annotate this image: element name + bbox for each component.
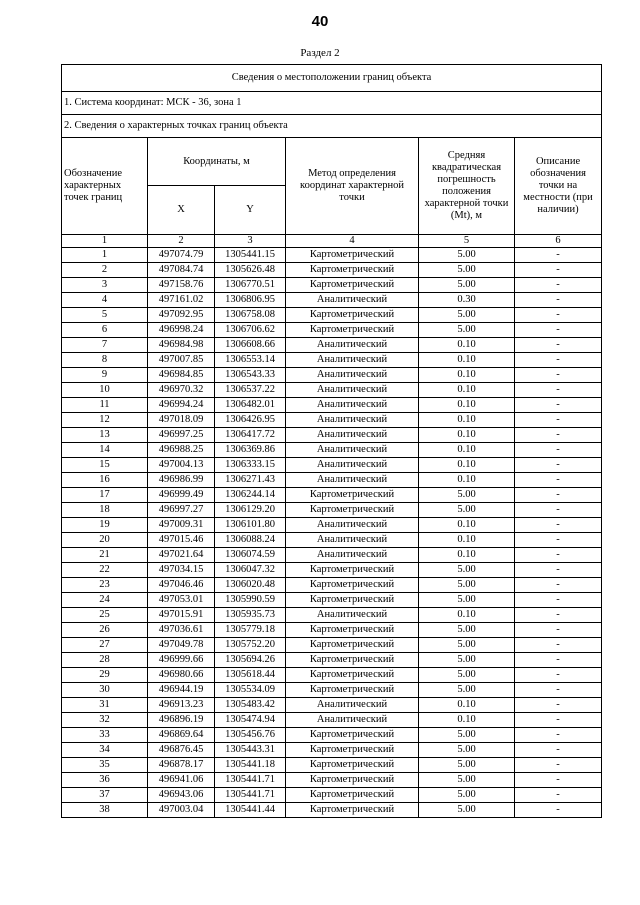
- y-coordinate-cell: 1306101.80: [215, 518, 286, 533]
- point-id-cell: 30: [62, 683, 148, 698]
- method-cell: Картометрический: [286, 593, 419, 608]
- error-cell: 0.10: [419, 608, 515, 623]
- table-row: [62, 368, 602, 383]
- description-cell: -: [515, 608, 602, 623]
- method-cell: Аналитический: [286, 443, 419, 458]
- table-row: [62, 518, 602, 533]
- y-coordinate-cell: 1305626.48: [215, 263, 286, 278]
- method-cell: Картометрический: [286, 788, 419, 803]
- column-number: 6: [515, 235, 602, 248]
- y-coordinate-cell: 1306426.95: [215, 413, 286, 428]
- y-coordinate-cell: 1306271.43: [215, 473, 286, 488]
- x-coordinate-cell: 497018.09: [148, 413, 215, 428]
- header-method: Метод определения координат характерной точки: [286, 138, 419, 235]
- y-coordinate-cell: 1306806.95: [215, 293, 286, 308]
- error-cell: 0.10: [419, 428, 515, 443]
- method-cell: Картометрический: [286, 623, 419, 638]
- table-row: [62, 623, 602, 638]
- description-cell: -: [515, 263, 602, 278]
- y-coordinate-cell: 1306074.59: [215, 548, 286, 563]
- point-id-cell: 9: [62, 368, 148, 383]
- y-coordinate-cell: 1306129.20: [215, 503, 286, 518]
- column-number: 2: [148, 235, 215, 248]
- table-row: [62, 638, 602, 653]
- y-coordinate-cell: 1305441.15: [215, 248, 286, 263]
- y-coordinate-cell: 1305990.59: [215, 593, 286, 608]
- x-coordinate-cell: 497034.15: [148, 563, 215, 578]
- error-cell: 0.10: [419, 533, 515, 548]
- y-coordinate-cell: 1306020.48: [215, 578, 286, 593]
- header-x: X: [148, 186, 215, 235]
- description-cell: -: [515, 683, 602, 698]
- point-id-cell: 13: [62, 428, 148, 443]
- error-cell: 5.00: [419, 623, 515, 638]
- x-coordinate-cell: 496994.24: [148, 398, 215, 413]
- table-row: [62, 383, 602, 398]
- section-label: Раздел 2: [300, 47, 340, 59]
- table-row: [62, 743, 602, 758]
- description-cell: -: [515, 323, 602, 338]
- y-coordinate-cell: 1305474.94: [215, 713, 286, 728]
- x-coordinate-cell: 497036.61: [148, 623, 215, 638]
- table-title: Сведения о местоположении границ объекта: [62, 65, 602, 92]
- error-cell: 5.00: [419, 263, 515, 278]
- x-coordinate-cell: 496984.98: [148, 338, 215, 353]
- table-row: [62, 548, 602, 563]
- error-cell: 0.10: [419, 713, 515, 728]
- error-cell: 5.00: [419, 758, 515, 773]
- point-id-cell: 34: [62, 743, 148, 758]
- description-cell: -: [515, 698, 602, 713]
- column-number-row: [62, 235, 602, 248]
- y-coordinate-cell: 1305534.09: [215, 683, 286, 698]
- x-coordinate-cell: 496997.25: [148, 428, 215, 443]
- error-cell: 0.10: [419, 383, 515, 398]
- x-coordinate-cell: 497049.78: [148, 638, 215, 653]
- description-cell: -: [515, 293, 602, 308]
- error-cell: 5.00: [419, 803, 515, 818]
- error-cell: 5.00: [419, 503, 515, 518]
- column-number: 5: [419, 235, 515, 248]
- method-cell: Картометрический: [286, 638, 419, 653]
- error-cell: 5.00: [419, 653, 515, 668]
- table-row: [62, 578, 602, 593]
- method-cell: Аналитический: [286, 398, 419, 413]
- method-cell: Картометрический: [286, 803, 419, 818]
- y-coordinate-cell: 1305456.76: [215, 728, 286, 743]
- point-id-cell: 25: [62, 608, 148, 623]
- description-cell: -: [515, 803, 602, 818]
- error-cell: 5.00: [419, 488, 515, 503]
- description-cell: -: [515, 623, 602, 638]
- error-cell: 0.10: [419, 368, 515, 383]
- coordinate-system: 1. Система координат: МСК - 36, зона 1: [62, 92, 602, 115]
- x-coordinate-cell: 496944.19: [148, 683, 215, 698]
- error-cell: 5.00: [419, 638, 515, 653]
- point-id-cell: 24: [62, 593, 148, 608]
- y-coordinate-cell: 1305752.20: [215, 638, 286, 653]
- x-coordinate-cell: 497015.91: [148, 608, 215, 623]
- description-cell: -: [515, 743, 602, 758]
- y-coordinate-cell: 1306369.86: [215, 443, 286, 458]
- x-coordinate-cell: 497161.02: [148, 293, 215, 308]
- x-coordinate-cell: 497009.31: [148, 518, 215, 533]
- method-cell: Картометрический: [286, 773, 419, 788]
- x-coordinate-cell: 497021.64: [148, 548, 215, 563]
- description-cell: -: [515, 773, 602, 788]
- table-row: [62, 683, 602, 698]
- x-coordinate-cell: 497074.79: [148, 248, 215, 263]
- method-cell: Аналитический: [286, 698, 419, 713]
- table-row: [62, 488, 602, 503]
- y-coordinate-cell: 1306553.14: [215, 353, 286, 368]
- error-cell: 5.00: [419, 668, 515, 683]
- description-cell: -: [515, 398, 602, 413]
- description-cell: -: [515, 578, 602, 593]
- x-coordinate-cell: 496878.17: [148, 758, 215, 773]
- y-coordinate-cell: 1305441.44: [215, 803, 286, 818]
- description-cell: -: [515, 668, 602, 683]
- method-cell: Картометрический: [286, 668, 419, 683]
- x-coordinate-cell: 497084.74: [148, 263, 215, 278]
- header-y: Y: [215, 186, 286, 235]
- method-cell: Аналитический: [286, 428, 419, 443]
- point-id-cell: 35: [62, 758, 148, 773]
- table-row: [62, 443, 602, 458]
- table-row: [62, 653, 602, 668]
- header-description: Описание обозначения точки на местности (при наличии): [515, 138, 602, 235]
- y-coordinate-cell: 1306608.66: [215, 338, 286, 353]
- point-id-cell: 16: [62, 473, 148, 488]
- y-coordinate-cell: 1305935.73: [215, 608, 286, 623]
- method-cell: Картометрический: [286, 278, 419, 293]
- error-cell: 0.10: [419, 548, 515, 563]
- y-coordinate-cell: 1305441.18: [215, 758, 286, 773]
- error-cell: 0.10: [419, 398, 515, 413]
- error-cell: 0.10: [419, 443, 515, 458]
- table-row: [62, 413, 602, 428]
- point-id-cell: 36: [62, 773, 148, 788]
- table-row: [62, 458, 602, 473]
- table-row: [62, 713, 602, 728]
- x-coordinate-cell: 496980.66: [148, 668, 215, 683]
- point-id-cell: 15: [62, 458, 148, 473]
- description-cell: -: [515, 428, 602, 443]
- x-coordinate-cell: 497007.85: [148, 353, 215, 368]
- description-cell: -: [515, 413, 602, 428]
- description-cell: -: [515, 548, 602, 563]
- y-coordinate-cell: 1305443.31: [215, 743, 286, 758]
- error-cell: 5.00: [419, 248, 515, 263]
- description-cell: -: [515, 338, 602, 353]
- description-cell: -: [515, 518, 602, 533]
- x-coordinate-cell: 497004.13: [148, 458, 215, 473]
- table-row: [62, 803, 602, 818]
- point-id-cell: 29: [62, 668, 148, 683]
- error-cell: 0.10: [419, 413, 515, 428]
- method-cell: Аналитический: [286, 368, 419, 383]
- page-number: 40: [311, 13, 329, 30]
- point-id-cell: 26: [62, 623, 148, 638]
- x-coordinate-cell: 496997.27: [148, 503, 215, 518]
- x-coordinate-cell: 496984.85: [148, 368, 215, 383]
- x-coordinate-cell: 496876.45: [148, 743, 215, 758]
- description-cell: -: [515, 443, 602, 458]
- table-row: [62, 503, 602, 518]
- point-id-cell: 12: [62, 413, 148, 428]
- description-cell: -: [515, 308, 602, 323]
- error-cell: 5.00: [419, 683, 515, 698]
- y-coordinate-cell: 1306758.08: [215, 308, 286, 323]
- y-coordinate-cell: 1305694.26: [215, 653, 286, 668]
- x-coordinate-cell: 496999.49: [148, 488, 215, 503]
- method-cell: Аналитический: [286, 338, 419, 353]
- y-coordinate-cell: 1306417.72: [215, 428, 286, 443]
- method-cell: Аналитический: [286, 533, 419, 548]
- x-coordinate-cell: 497003.04: [148, 803, 215, 818]
- description-cell: -: [515, 563, 602, 578]
- error-cell: 5.00: [419, 773, 515, 788]
- method-cell: Аналитический: [286, 383, 419, 398]
- x-coordinate-cell: 496869.64: [148, 728, 215, 743]
- method-cell: Аналитический: [286, 293, 419, 308]
- method-cell: Аналитический: [286, 413, 419, 428]
- table-row: [62, 263, 602, 278]
- x-coordinate-cell: 496998.24: [148, 323, 215, 338]
- description-cell: -: [515, 653, 602, 668]
- point-id-cell: 3: [62, 278, 148, 293]
- table-row: [62, 698, 602, 713]
- point-id-cell: 8: [62, 353, 148, 368]
- x-coordinate-cell: 496896.19: [148, 713, 215, 728]
- error-cell: 5.00: [419, 788, 515, 803]
- x-coordinate-cell: 496943.06: [148, 788, 215, 803]
- point-id-cell: 11: [62, 398, 148, 413]
- points-heading: 2. Сведения о характерных точках границ объекта: [62, 115, 602, 138]
- x-coordinate-cell: 496999.66: [148, 653, 215, 668]
- x-coordinate-cell: 497015.46: [148, 533, 215, 548]
- description-cell: -: [515, 758, 602, 773]
- method-cell: Картометрический: [286, 248, 419, 263]
- method-cell: Картометрический: [286, 578, 419, 593]
- y-coordinate-cell: 1305779.18: [215, 623, 286, 638]
- table-row: [62, 338, 602, 353]
- column-number: 4: [286, 235, 419, 248]
- table-row: [62, 293, 602, 308]
- point-id-cell: 31: [62, 698, 148, 713]
- method-cell: Картометрический: [286, 653, 419, 668]
- y-coordinate-cell: 1306333.15: [215, 458, 286, 473]
- method-cell: Аналитический: [286, 518, 419, 533]
- point-id-cell: 7: [62, 338, 148, 353]
- error-cell: 5.00: [419, 323, 515, 338]
- error-cell: 5.00: [419, 578, 515, 593]
- x-coordinate-cell: 496986.99: [148, 473, 215, 488]
- point-id-cell: 32: [62, 713, 148, 728]
- method-cell: Картометрический: [286, 758, 419, 773]
- point-id-cell: 21: [62, 548, 148, 563]
- description-cell: -: [515, 593, 602, 608]
- error-cell: 5.00: [419, 593, 515, 608]
- error-cell: 0.10: [419, 473, 515, 488]
- y-coordinate-cell: 1305441.71: [215, 788, 286, 803]
- point-id-cell: 10: [62, 383, 148, 398]
- point-id-cell: 6: [62, 323, 148, 338]
- point-id-cell: 20: [62, 533, 148, 548]
- table-row: [62, 788, 602, 803]
- header-coordinates: Координаты, м: [148, 138, 286, 186]
- table-row: [62, 728, 602, 743]
- table-row: [62, 248, 602, 263]
- table-row: [62, 428, 602, 443]
- error-cell: 5.00: [419, 563, 515, 578]
- x-coordinate-cell: 496941.06: [148, 773, 215, 788]
- point-id-cell: 4: [62, 293, 148, 308]
- y-coordinate-cell: 1306482.01: [215, 398, 286, 413]
- description-cell: -: [515, 488, 602, 503]
- point-id-cell: 18: [62, 503, 148, 518]
- method-cell: Картометрический: [286, 308, 419, 323]
- y-coordinate-cell: 1306770.51: [215, 278, 286, 293]
- error-cell: 0.10: [419, 518, 515, 533]
- table-row: [62, 563, 602, 578]
- table-row: [62, 398, 602, 413]
- table-row: [62, 593, 602, 608]
- point-id-cell: 37: [62, 788, 148, 803]
- point-id-cell: 27: [62, 638, 148, 653]
- point-id-cell: 5: [62, 308, 148, 323]
- point-id-cell: 1: [62, 248, 148, 263]
- description-cell: -: [515, 503, 602, 518]
- point-id-cell: 33: [62, 728, 148, 743]
- method-cell: Картометрический: [286, 488, 419, 503]
- column-number: 1: [62, 235, 148, 248]
- y-coordinate-cell: 1306088.24: [215, 533, 286, 548]
- table-row: [62, 608, 602, 623]
- method-cell: Картометрический: [286, 683, 419, 698]
- x-coordinate-cell: 497053.01: [148, 593, 215, 608]
- description-cell: -: [515, 728, 602, 743]
- y-coordinate-cell: 1305618.44: [215, 668, 286, 683]
- y-coordinate-cell: 1306047.32: [215, 563, 286, 578]
- method-cell: Картометрический: [286, 323, 419, 338]
- table-row: [62, 758, 602, 773]
- table-row: [62, 773, 602, 788]
- point-id-cell: 17: [62, 488, 148, 503]
- table-row: [62, 278, 602, 293]
- point-id-cell: 28: [62, 653, 148, 668]
- point-id-cell: 38: [62, 803, 148, 818]
- header-error: Средняя квадратическая погрешность положения характерной точки (Mt), м: [419, 138, 515, 235]
- error-cell: 5.00: [419, 278, 515, 293]
- y-coordinate-cell: 1306706.62: [215, 323, 286, 338]
- description-cell: -: [515, 458, 602, 473]
- error-cell: 5.00: [419, 728, 515, 743]
- description-cell: -: [515, 713, 602, 728]
- method-cell: Картометрический: [286, 728, 419, 743]
- method-cell: Картометрический: [286, 263, 419, 278]
- description-cell: -: [515, 368, 602, 383]
- error-cell: 0.10: [419, 458, 515, 473]
- description-cell: -: [515, 383, 602, 398]
- x-coordinate-cell: 497046.46: [148, 578, 215, 593]
- description-cell: -: [515, 788, 602, 803]
- header-designation: Обозначение характерных точек границ: [62, 138, 148, 235]
- error-cell: 5.00: [419, 308, 515, 323]
- x-coordinate-cell: 497158.76: [148, 278, 215, 293]
- table-row: [62, 533, 602, 548]
- error-cell: 0.30: [419, 293, 515, 308]
- error-cell: 0.10: [419, 698, 515, 713]
- table-row: [62, 353, 602, 368]
- method-cell: Картометрический: [286, 503, 419, 518]
- method-cell: Аналитический: [286, 548, 419, 563]
- method-cell: Картометрический: [286, 743, 419, 758]
- table-row: [62, 473, 602, 488]
- y-coordinate-cell: 1306537.22: [215, 383, 286, 398]
- table-row: [62, 668, 602, 683]
- description-cell: -: [515, 278, 602, 293]
- point-id-cell: 23: [62, 578, 148, 593]
- y-coordinate-cell: 1305483.42: [215, 698, 286, 713]
- point-id-cell: 2: [62, 263, 148, 278]
- y-coordinate-cell: 1306244.14: [215, 488, 286, 503]
- method-cell: Аналитический: [286, 608, 419, 623]
- error-cell: 0.10: [419, 338, 515, 353]
- error-cell: 0.10: [419, 353, 515, 368]
- method-cell: Аналитический: [286, 473, 419, 488]
- x-coordinate-cell: 496988.25: [148, 443, 215, 458]
- x-coordinate-cell: 497092.95: [148, 308, 215, 323]
- point-id-cell: 14: [62, 443, 148, 458]
- x-coordinate-cell: 496913.23: [148, 698, 215, 713]
- description-cell: -: [515, 638, 602, 653]
- error-cell: 5.00: [419, 743, 515, 758]
- table-row: [62, 308, 602, 323]
- description-cell: -: [515, 353, 602, 368]
- description-cell: -: [515, 533, 602, 548]
- x-coordinate-cell: 496970.32: [148, 383, 215, 398]
- method-cell: Аналитический: [286, 458, 419, 473]
- description-cell: -: [515, 248, 602, 263]
- column-number: 3: [215, 235, 286, 248]
- method-cell: Аналитический: [286, 353, 419, 368]
- description-cell: -: [515, 473, 602, 488]
- y-coordinate-cell: 1306543.33: [215, 368, 286, 383]
- y-coordinate-cell: 1305441.71: [215, 773, 286, 788]
- method-cell: Картометрический: [286, 563, 419, 578]
- boundary-points-table: [61, 64, 602, 818]
- point-id-cell: 22: [62, 563, 148, 578]
- table-row: [62, 323, 602, 338]
- method-cell: Аналитический: [286, 713, 419, 728]
- point-id-cell: 19: [62, 518, 148, 533]
